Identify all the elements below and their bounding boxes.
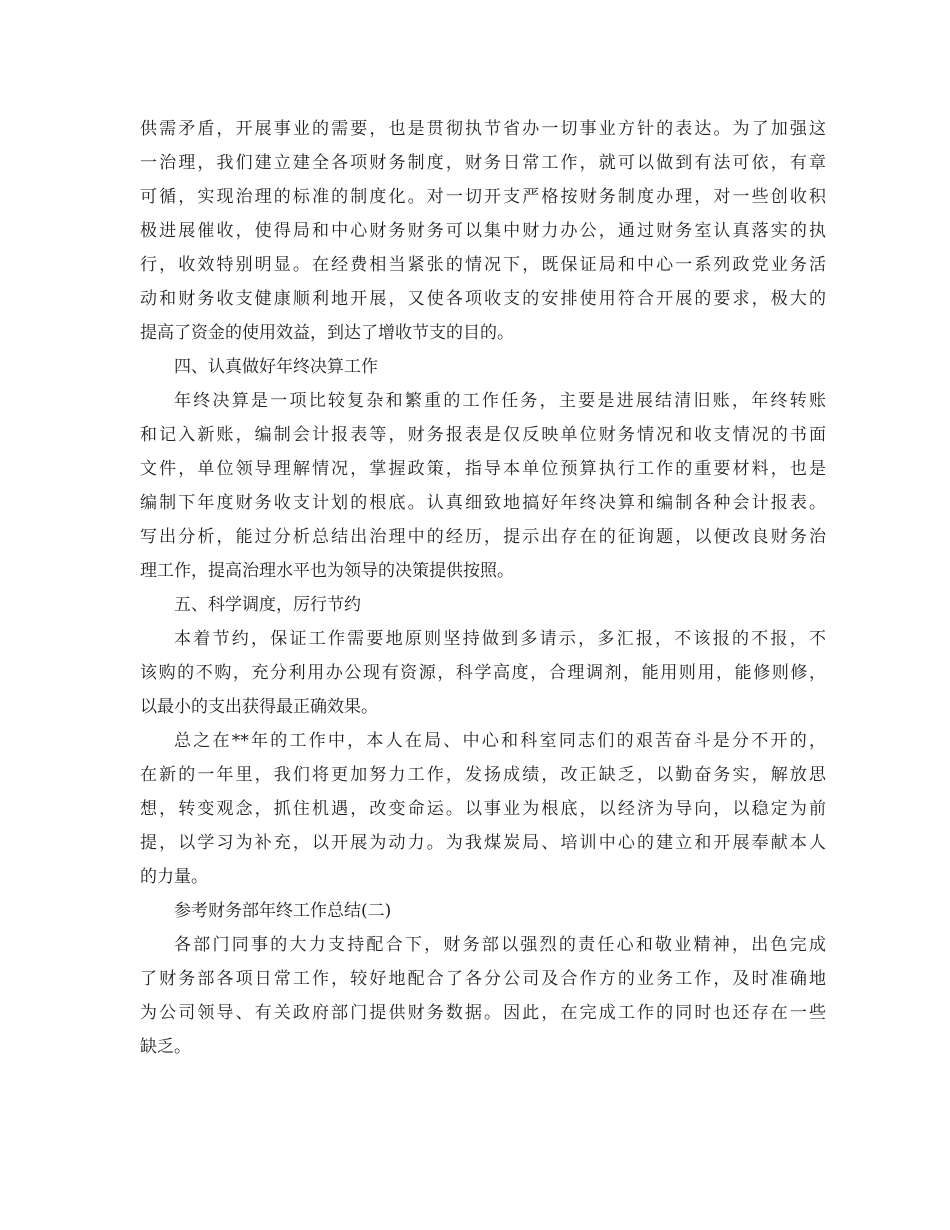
text-line: 五、科学调度，厉行节约: [174, 595, 361, 615]
text-line: 的力量。: [140, 867, 208, 887]
text-line: 动和财务收支健康顺利地开展，又使各项收支的安排使用符合开展的要求，极大的: [140, 289, 826, 309]
text-line: 想，转变观念，抓住机遇，改变命运。以事业为根底，以经济为导向，以稳定为前: [140, 799, 826, 819]
text-line: 行，收效特别明显。在经费相当紧张的情况下，既保证局和中心一系列政党业务活: [140, 255, 826, 275]
text-line: 和记入新账，编制会计报表等，财务报表是仅反映单位财务情况和收支情况的书面: [140, 425, 826, 445]
text-line: 以最小的支出获得最正确效果。: [140, 697, 378, 717]
text-line: 在新的一年里，我们将更加努力工作，发扬成绩，改正缺乏，以勤奋务实，解放思: [140, 765, 826, 785]
text-line: 各部门同事的大力支持配合下，财务部以强烈的责任心和敬业精神，出色完成: [174, 935, 826, 955]
text-line: 总之在**年的工作中，本人在局、中心和科室同志们的艰苦奋斗是分不开的，: [174, 731, 826, 751]
text-line: 编制下年度财务收支计划的根底。认真细致地搞好年终决算和编制各种会计报表。: [140, 493, 826, 513]
text-line: 写出分析，能过分析总结出治理中的经历，提示出存在的征询题，以便改良财务治: [140, 527, 826, 547]
text-line: 参考财务部年终工作总结(二): [174, 901, 392, 921]
text-line: 提，以学习为补充，以开展为动力。为我煤炭局、培训中心的建立和开展奉献本人: [140, 833, 826, 853]
document-page: [140, 112, 826, 1064]
text-line: 四、认真做好年终决算工作: [174, 357, 378, 377]
text-line: 一治理，我们建立建全各项财务制度，财务日常工作，就可以做到有法可依，有章: [140, 153, 826, 173]
text-line: 年终决算是一项比较复杂和繁重的工作任务，主要是进展结清旧账，年终转账: [174, 391, 826, 411]
text-line: 供需矛盾，开展事业的需要，也是贯彻执节省办一切事业方针的表达。为了加强这: [140, 119, 826, 139]
text-line: 极进展催收，使得局和中心财务财务可以集中财力办公，通过财务室认真落实的执: [140, 221, 826, 241]
text-line: 可循，实现治理的标准的制度化。对一切开支严格按财务制度办理，对一些创收积: [140, 187, 826, 207]
text-line: 了财务部各项日常工作，较好地配合了各分公司及合作方的业务工作，及时准确地: [140, 969, 826, 989]
text-line: 该购的不购，充分利用办公现有资源，科学高度，合理调剂，能用则用，能修则修，: [140, 663, 826, 683]
text-line: 理工作，提高治理水平也为领导的决策提供按照。: [140, 561, 514, 581]
text-line: 本着节约，保证工作需要地原则坚持做到多请示，多汇报，不该报的不报，不: [174, 629, 826, 649]
text-line: 缺乏。: [140, 1037, 191, 1057]
text-line: 提高了资金的使用效益，到达了增收节支的目的。: [140, 323, 514, 343]
text-line: 为公司领导、有关政府部门提供财务数据。因此，在完成工作的同时也还存在一些: [140, 1003, 826, 1023]
text-line: 文件，单位领导理解情况，掌握政策，指导本单位预算执行工作的重要材料，也是: [140, 459, 826, 479]
